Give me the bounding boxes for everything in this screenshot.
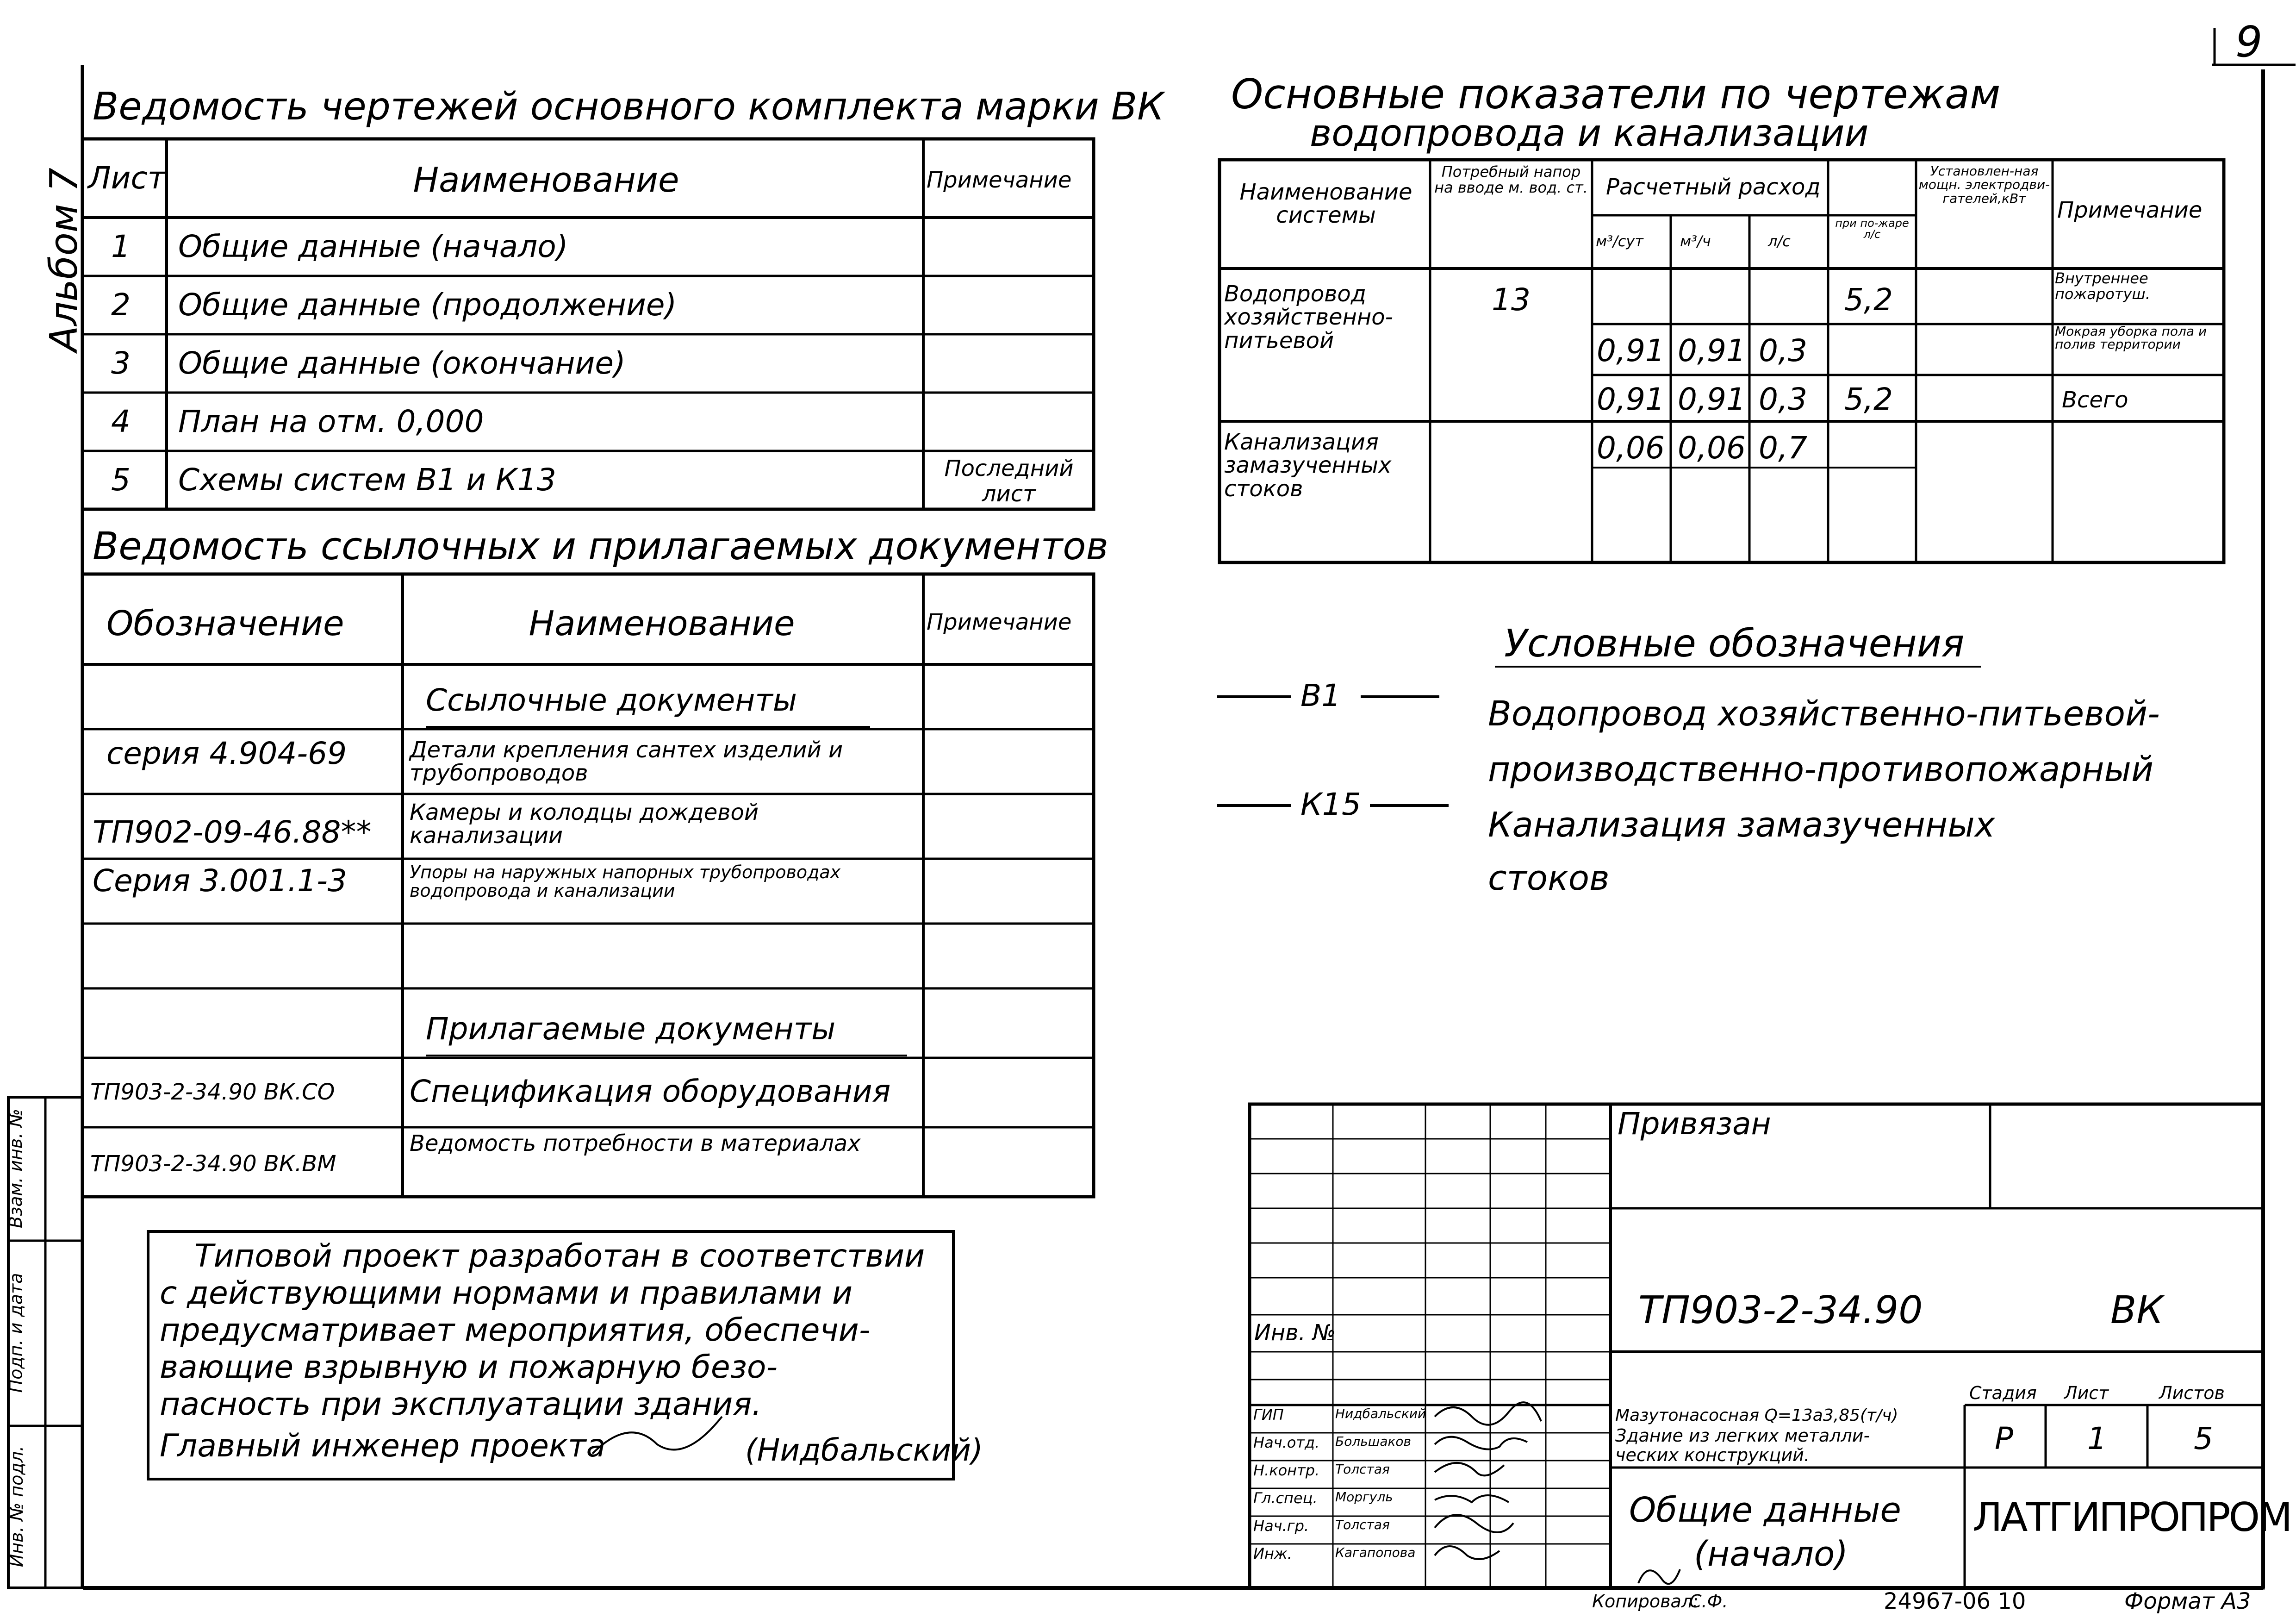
legend-line2: производственно-противопожарный — [1488, 750, 2154, 789]
ind-row-note: Мокрая уборка пола и полив территории — [2055, 324, 2207, 352]
drawings-list-title: Ведомость чертежей основного комплекта марки ВК — [93, 85, 1164, 129]
att-row-designation: ТП903-2-34.90 ВК.СО — [90, 1079, 335, 1105]
tb-organization: ЛАТГИПРОПРОМ — [1972, 1494, 2291, 1541]
ind-row-ls: 0,3 — [1759, 333, 1807, 369]
tb-sheets: 5 — [2194, 1421, 2213, 1456]
margin-vzam-inv: Взам. инв. № — [6, 1108, 26, 1229]
ind-row-fire: 5,2 — [1844, 381, 1893, 417]
ind-system-name: Водопровод хозяйственно-питьевой — [1224, 281, 1393, 354]
note-line: вающие взрывную и пожарную безо- — [160, 1349, 778, 1386]
tb-sheet-title-2: (начало) — [1694, 1534, 1848, 1574]
drawings-row-name: Схемы систем В1 и К13 — [178, 462, 556, 498]
ind-header-flow: Расчетный расход — [1606, 174, 1821, 200]
legend-code: В1 — [1300, 678, 1341, 713]
ind-row-ls: 0,3 — [1759, 381, 1807, 417]
ind-row-m3day: 0,91 — [1597, 333, 1665, 369]
tb-signer-name: Большаков — [1335, 1434, 1412, 1449]
note-line: пасность при эксплуатации здания. — [160, 1386, 762, 1423]
references-header-designation: Обозначение — [106, 604, 344, 643]
legend-line1: Водопровод хозяйственно-питьевой- — [1488, 694, 2160, 734]
album-label: Альбом 7 — [42, 168, 86, 352]
ind-header-head: Потребный напор на вводе м. вод. ст. — [1434, 163, 1588, 196]
ind-row-m3h: 0,91 — [1678, 333, 1746, 369]
drawings-row-name: Общие данные (окончание) — [178, 345, 626, 381]
legend-line2: стоков — [1488, 858, 1610, 898]
drawings-row-name: Общие данные (начало) — [178, 229, 568, 264]
note-line: предусматривает мероприятия, обеспечи- — [160, 1312, 871, 1349]
ind-row-m3h: 0,06 — [1678, 430, 1746, 466]
ref-row-name: Камеры и колодцы дождевой канализации — [410, 800, 759, 849]
legend-line1: Канализация замазученных — [1488, 805, 1995, 845]
ind-row-m3h: 0,91 — [1678, 381, 1746, 417]
drawings-row-sheet: 3 — [111, 345, 131, 381]
ind-header-system: Наименование системы — [1239, 179, 1412, 229]
indicators-title-1: Основные показатели по чертежам — [1231, 70, 2001, 118]
ref-row-name: Упоры на наружных напорных трубопроводах водопровода и канализации — [410, 862, 841, 901]
references-header-note: Примечание — [927, 609, 1072, 635]
drawings-row-note: Последний лист — [944, 456, 1074, 507]
note-engineer-label: Главный инженер проекта — [160, 1428, 606, 1464]
drawings-header-note: Примечание — [927, 167, 1072, 193]
ref-section-title: Ссылочные документы — [426, 682, 797, 718]
tb-privyazan: Привязан — [1618, 1106, 1771, 1142]
footer-format: Формат А3 — [2124, 1588, 2251, 1614]
ref-row-designation: ТП902-09-46.88** — [93, 814, 372, 850]
drawings-row-sheet: 1 — [111, 229, 131, 264]
att-row-name: Спецификация оборудования — [410, 1074, 891, 1109]
tb-sheet-label: Лист — [2064, 1383, 2109, 1403]
tb-signer-role: Гл.спец. — [1253, 1489, 1318, 1507]
footer-copied-label: Копировал: — [1592, 1591, 1699, 1612]
tb-signer-name: Кагапопова — [1335, 1545, 1416, 1560]
ind-header-m3day: м³/сут — [1596, 232, 1643, 250]
tb-sheets-label: Листов — [2159, 1383, 2225, 1403]
tb-signer-name: Нидбальский — [1335, 1406, 1426, 1421]
footer-doc-number: 24967-06 10 — [1884, 1588, 2026, 1614]
note-engineer-name: (Нидбальский) — [745, 1432, 983, 1468]
note-line: с действующими нормами и правилами и — [160, 1275, 853, 1312]
ind-system-name: Канализация замазученных стоков — [1224, 429, 1392, 502]
ind-row-fire: 5,2 — [1844, 282, 1893, 318]
tb-stage: Р — [1995, 1421, 2013, 1456]
tb-sheet: 1 — [2087, 1421, 2107, 1456]
references-list-title: Ведомость ссылочных и прилагаемых документов — [93, 525, 1108, 568]
tb-signer-name: Моргуль — [1335, 1489, 1393, 1505]
ind-header-fire: при по-жаре л/с — [1835, 217, 1909, 241]
margin-inv-podl: Инв. № подл. — [6, 1445, 27, 1568]
ref-row-designation: серия 4.904-69 — [106, 736, 347, 771]
tb-object-line: Здание из легких металли- — [1615, 1425, 1870, 1446]
att-row-designation: ТП903-2-34.90 ВК.ВМ — [90, 1151, 336, 1177]
tb-project-code: ТП903-2-34.90 — [1638, 1288, 1923, 1332]
drawings-header-sheet: Лист — [88, 160, 166, 196]
ind-row-note: Внутреннее пожаротуш. — [2055, 269, 2150, 303]
ind-row-m3day: 0,91 — [1597, 381, 1665, 417]
drawings-row-name: Общие данные (продолжение) — [178, 287, 677, 323]
tb-sheet-title-1: Общие данные — [1629, 1490, 1901, 1530]
drawings-row-name: План на отм. 0,000 — [178, 404, 484, 439]
sheet-number: 9 — [2235, 17, 2263, 67]
drawings-row-sheet: 2 — [111, 287, 131, 323]
tb-signer-role: Нач.отд. — [1253, 1434, 1320, 1451]
indicators-title-2: водопровода и канализации — [1310, 112, 1869, 155]
tb-object-line: ческих конструкций. — [1615, 1445, 1810, 1465]
drawings-row-sheet: 4 — [111, 404, 131, 439]
ind-header-ls: л/с — [1768, 232, 1791, 250]
att-row-name: Ведомость потребности в материалах — [410, 1131, 861, 1156]
ind-system-head: 13 — [1492, 282, 1531, 318]
ind-row-m3day: 0,06 — [1597, 430, 1665, 466]
ind-header-m3h: м³/ч — [1680, 232, 1711, 250]
tb-signer-role: ГИП — [1253, 1406, 1284, 1424]
tb-stage-label: Стадия — [1969, 1383, 2037, 1403]
drawings-row-sheet: 5 — [111, 462, 131, 498]
drawings-header-name: Наименование — [413, 160, 679, 200]
tb-signer-name: Толстая — [1335, 1462, 1390, 1477]
ind-row-ls: 0,7 — [1759, 430, 1807, 466]
tb-signer-role: Н.контр. — [1253, 1462, 1320, 1479]
tb-mark: ВК — [2110, 1288, 2164, 1332]
att-section-title: Прилагаемые документы — [426, 1011, 836, 1047]
ref-row-designation: Серия 3.001.1-3 — [93, 863, 347, 899]
ind-header-note: Примечание — [2057, 197, 2203, 223]
tb-signer-role: Инж. — [1253, 1545, 1292, 1562]
ind-row-note: Всего — [2062, 387, 2128, 413]
tb-inv-no: Инв. № — [1254, 1320, 1336, 1346]
tb-object-line: Мазутонасосная Q=13а3,85(т/ч) — [1615, 1406, 1898, 1425]
references-header-name: Наименование — [529, 604, 795, 643]
note-line: Типовой проект разработан в соответствии — [194, 1238, 925, 1274]
margin-podp-data: Подп. и дата — [6, 1273, 26, 1393]
tb-signer-name: Толстая — [1335, 1517, 1390, 1532]
tb-signer-role: Нач.гр. — [1253, 1517, 1309, 1535]
legend-title: Условные обозначения — [1504, 622, 1965, 666]
legend-code: К15 — [1300, 787, 1361, 822]
ind-header-power: Установлен-ная мощн. электродви-гателей,кВт — [1918, 163, 2050, 206]
footer-copied-sign: С.Ф. — [1689, 1591, 1728, 1612]
ref-row-name: Детали крепления сантех изделий и трубопроводов — [410, 737, 843, 787]
